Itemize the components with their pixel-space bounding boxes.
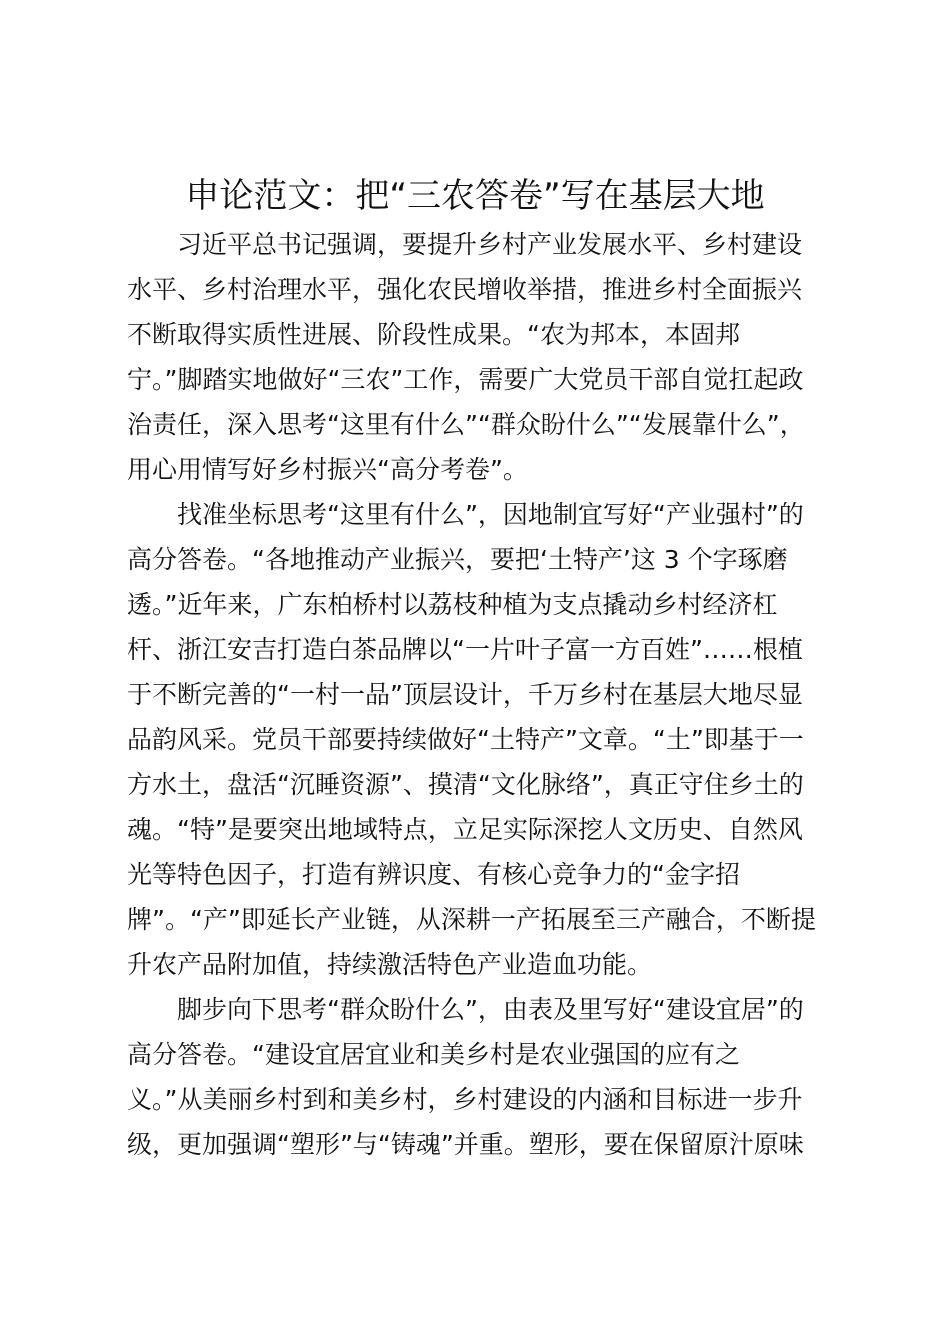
paragraph-line: 高分答卷。“建设宜居宜业和美乡村是农业强国的应有之 [127,1040,740,1069]
paragraph-line: 高分答卷。“各地推动产业振兴，要把‘土特产’这 3 个字琢磨 [127,545,788,574]
paragraph-line: 于不断完善的“一村一品”顶层设计，千万乡村在基层大地尽显 [127,680,803,709]
paragraph-line: 不断取得实质性进展、阶段性成果。“农为邦本，本固邦 [127,320,740,349]
paragraph-line: 习近平总书记强调，要提升乡村产业发展水平、乡村建设 [177,230,803,259]
paragraph-line: 用心用情写好乡村振兴“高分考卷”。 [127,455,528,484]
paragraph-line: 魂。“特”是要突出地域特点，立足实际深挖人文历史、自然风 [127,815,803,844]
paragraph-line: 义。”从美丽乡村到和美乡村，乡村建设的内涵和目标进一步升 [127,1085,803,1114]
paragraph-line: 透。”近年来，广东柏桥村以荔枝种植为支点撬动乡村经济杠 [127,590,778,619]
paragraph-line: 治责任，深入思考“这里有什么”“群众盼什么”“发展靠什么”， [127,410,805,439]
paragraph-line: 杆、浙江安吉打造白茶品牌以“一片叶子富一方百姓”……根植 [127,635,803,664]
paragraph-line: 脚步向下思考“群众盼什么”，由表及里写好“建设宜居”的 [177,995,804,1024]
paragraph-line: 水平、乡村治理水平，强化农民增收举措，推进乡村全面振兴 [127,275,803,304]
paragraph-line: 方水土，盘活“沉睡资源”、摸清“文化脉络”，真正守住乡土的 [127,770,804,799]
paragraph-line: 升农产品附加值，持续激活特色产业造血功能。 [127,950,653,979]
paragraph-line: 品韵风采。党员干部要持续做好“土特产”文章。“土”即基于一 [127,725,804,754]
paragraph-line: 宁。”脚踏实地做好“三农”工作，需要广大党员干部自觉扛起政 [127,365,804,394]
document-title: 申论范文：把“三农答卷”写在基层大地 [185,176,765,216]
paragraph-line: 光等特色因子，打造有辨识度、有核心竞争力的“金字招 [127,860,740,889]
paragraph-line: 级，更加强调“塑形”与“铸魂”并重。塑形，要在保留原汁原味 [127,1130,804,1159]
paragraph-line: 牌”。“产”即延长产业链，从深耕一产拓展至三产融合，不断提 [127,905,816,934]
paragraph-line: 找准坐标思考“这里有什么”，因地制宜写好“产业强村”的 [177,500,804,529]
